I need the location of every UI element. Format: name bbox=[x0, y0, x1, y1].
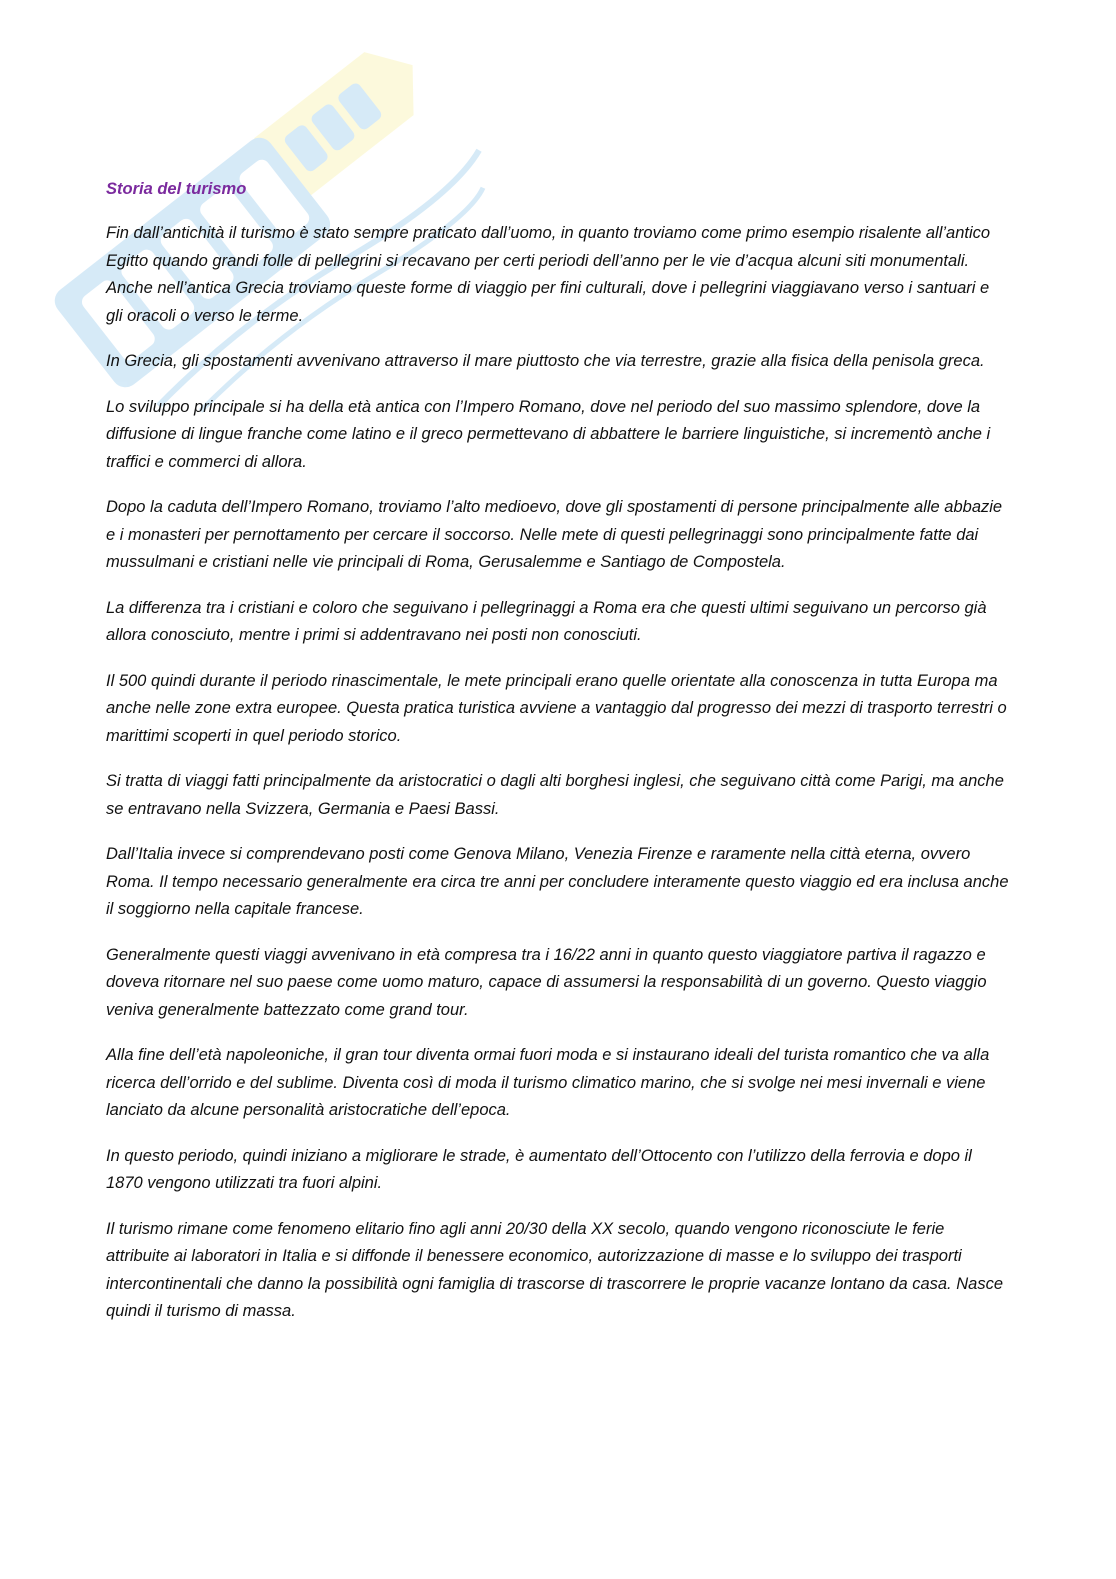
paragraph: Il 500 quindi durante il periodo rinascimentale, le mete principali erano quelle orientate alla conoscenza in tutta Europa ma anche nelle zone extra europee. Questa pratica turistica avviene a vantaggio dal progresso dei mezzi di trasporto terrestri o marittimi scoperti in quel periodo storico. bbox=[106, 671, 1007, 745]
paragraph: In questo periodo, quindi iniziano a migliorare le strade, è aumentato dell’Ottocento con l’utilizzo della ferrovia e dopo il 1870 vengono utilizzati tra fuori alpini. bbox=[106, 1146, 972, 1192]
paragraph: Generalmente questi viaggi avvenivano in età compresa tra i 16/22 anni in quanto questo viaggiatore partiva il ragazzo e doveva ritornare nel suo paese come uomo maturo, capace di assumersi la responsabilità di un governo. Questo viaggio veniva generalmente battezzato come grand tour. bbox=[106, 945, 987, 1019]
paragraph: Dopo la caduta dell’Impero Romano, troviamo l’alto medioevo, dove gli spostamenti di persone principalmente alle abbazie e i monasteri per pernottamento per cercare il soccorso. Nelle mete di questi pellegrinaggi sono principalmente fatte dai mussulmani e cristiani nelle vie principali di Roma, Gerusalemme e Santiago de Compostela. bbox=[106, 498, 1003, 571]
document-body bbox=[106, 176, 1010, 1344]
paragraph: In Grecia, gli spostamenti avvenivano attraverso il mare piuttosto che via terrestre, grazie alla fisica della penisola greca. bbox=[106, 352, 985, 370]
paragraph: Dall’Italia invece si comprendevano posti come Genova Milano, Venezia Firenze e raramente nella città eterna, ovvero Roma. Il tempo necessario generalmente era circa tre anni per concludere interamente questo viaggio ed era inclusa anche il soggiorno nella capitale francese. bbox=[106, 845, 1009, 918]
paragraph: Si tratta di viaggi fatti principalmente da aristocratici o dagli alti borghesi inglesi, che seguivano città come Parigi, ma anche se entravano nella Svizzera, Germania e Paesi Bassi. bbox=[106, 772, 1004, 818]
paragraph: Lo sviluppo principale si ha della età antica con l’Impero Romano, dove nel periodo del suo massimo splendore, dove la diffusione di lingue franche come latino e il greco permettevano di abbattere le barriere linguistiche, si incrementò anche i traffici e commerci di allora. bbox=[106, 397, 991, 471]
document-title: Storia del turismo bbox=[106, 180, 247, 198]
paragraph: Fin dall’antichità il turismo è stato sempre praticato dall’uomo, in quanto troviamo come primo esempio risalente all’antico Egitto quando grandi folle di pellegrini si recavano per certi periodi dell’anno per le vie d’acqua alcuni siti monumentali. Anche nell’antica Grecia troviamo queste forme di viaggio per fini culturali, dove i pellegrini viaggiavano verso i santuari e gli oracoli o verso le terme. bbox=[106, 224, 991, 325]
paragraph: La differenza tra i cristiani e coloro che seguivano i pellegrinaggi a Roma era che questi ultimi seguivano un percorso già allora conosciuto, mentre i primi si addentravano nei posti non conosciuti. bbox=[106, 598, 987, 644]
paragraph: Alla fine dell’età napoleoniche, il gran tour diventa ormai fuori moda e si instaurano ideali del turista romantico che va alla ricerca dell’orrido e del sublime. Diventa così di moda il turismo climatico marino, che si svolge nei mesi invernali e viene lanciato da alcune personalità aristocratiche dell’epoca. bbox=[106, 1046, 990, 1119]
paragraph: Il turismo rimane come fenomeno elitario fino agli anni 20/30 della XX secolo, quando vengono riconosciute le ferie attribuite ai laboratori in Italia e si diffonde il benessere economico, autorizzazione di masse e lo sviluppo dei trasporti intercontinentali che danno la possibilità ogni famiglia di trascorse di trascorrere le proprie vacanze lontano da casa. Nasce quindi il turismo di massa. bbox=[106, 1219, 1003, 1320]
